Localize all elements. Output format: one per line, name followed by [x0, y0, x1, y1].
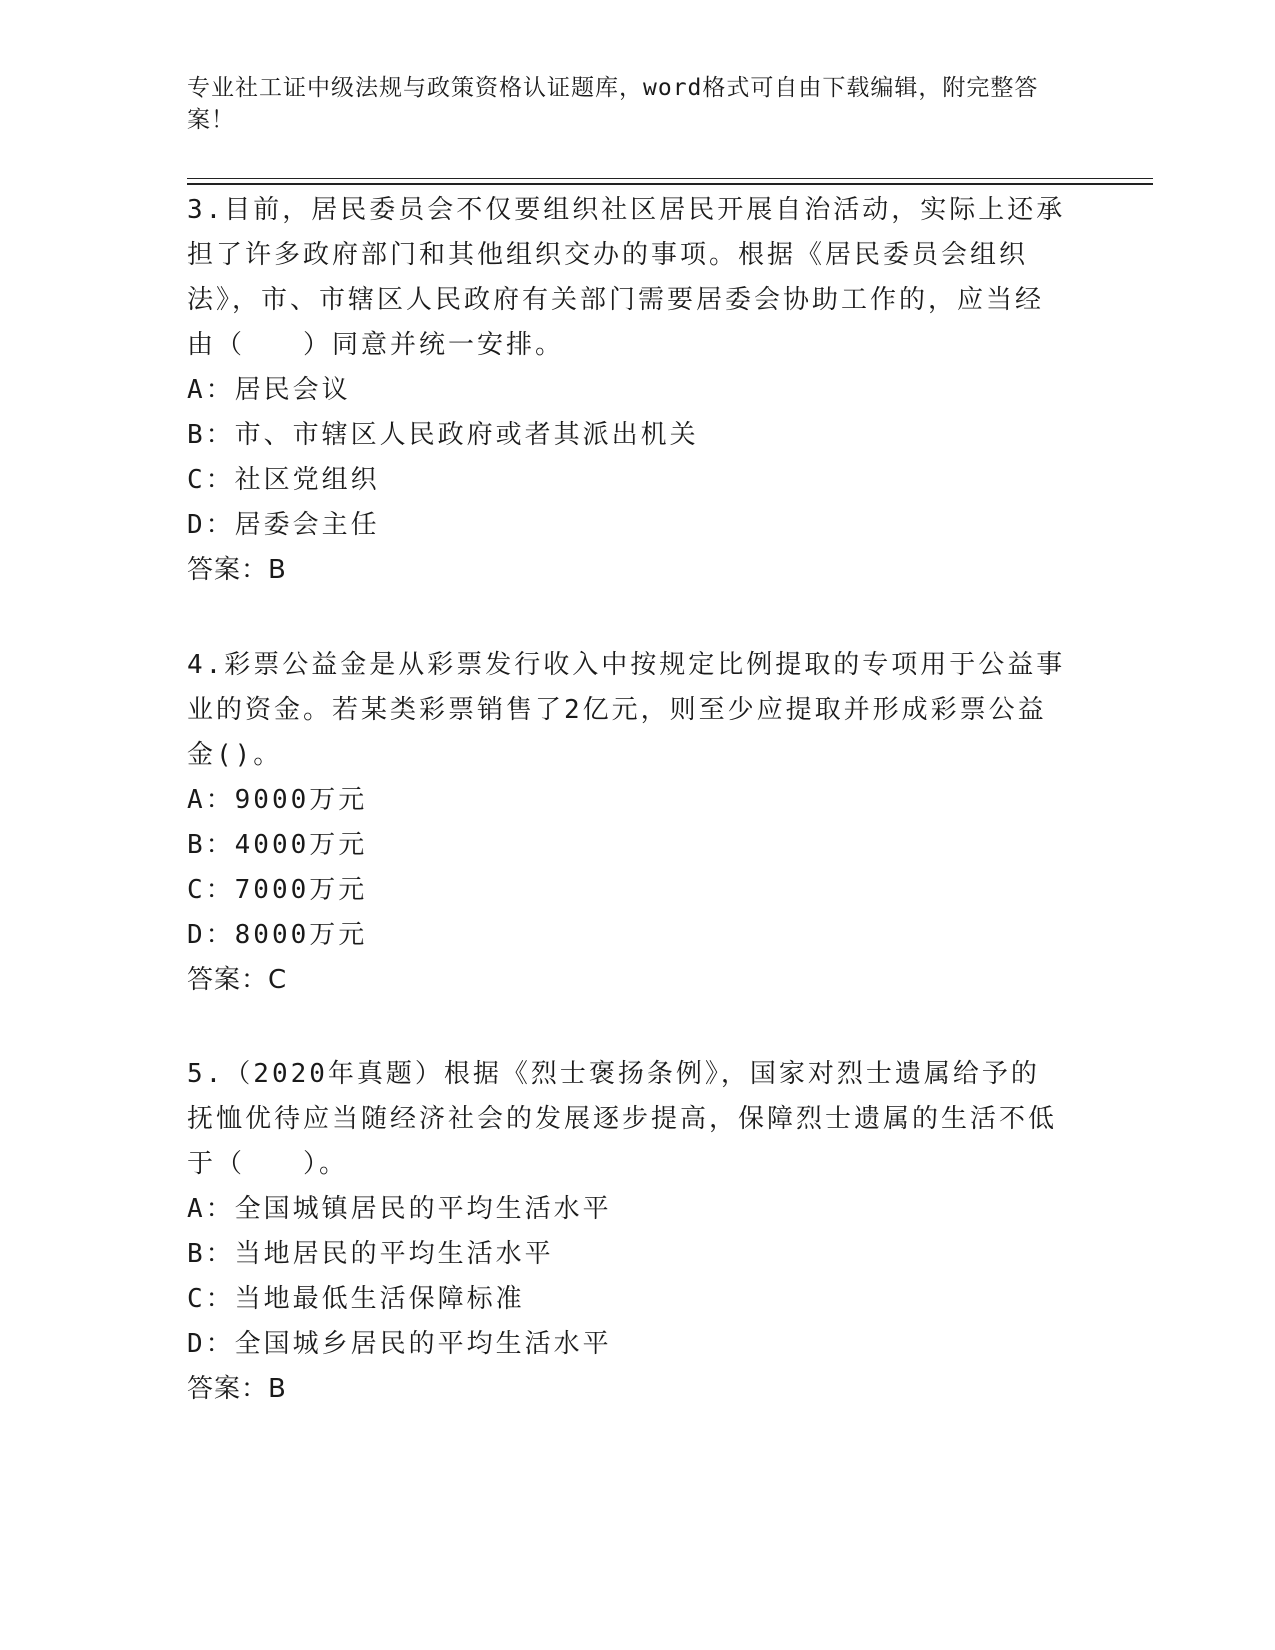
- header-divider-thin: [187, 178, 1153, 179]
- option-d: D：8000万元: [187, 920, 368, 950]
- question-stem: 3.目前，居民委员会不仅要组织社区居民开展自治活动，实际上还承担了许多政府部门和其他组织交办的事项。根据《居民委员会组织法》，市、市辖区人民政府有关部门需要居委会协助工作的，应当经由（ ）同意并统一安排。: [187, 195, 1066, 360]
- answer: 答案：B: [187, 1374, 287, 1404]
- option-d: D：居委会主任: [187, 510, 380, 540]
- option-c: C：7000万元: [187, 875, 368, 905]
- question-4: [187, 643, 1067, 1003]
- option-b: B：当地居民的平均生活水平: [187, 1239, 554, 1269]
- answer: 答案：B: [187, 555, 287, 585]
- question-3: [187, 188, 1067, 593]
- option-b: B：4000万元: [187, 830, 368, 860]
- option-a: A：居民会议: [187, 375, 351, 405]
- page-header: 专业社工证中级法规与政策资格认证题库，word格式可自由下载编辑，附完整答案！: [187, 75, 1039, 133]
- question-stem: 4.彩票公益金是从彩票发行收入中按规定比例提取的专项用于公益事业的资金。若某类彩票销售了2亿元，则至少应提取并形成彩票公益金()。: [187, 650, 1066, 770]
- header-divider-thick: [187, 183, 1153, 185]
- question-stem: 5.（2020年真题）根据《烈士褒扬条例》，国家对烈士遗属给予的抚恤优待应当随经济社会的发展逐步提高，保障烈士遗属的生活不低于（ ）。: [187, 1059, 1058, 1179]
- option-a: A：9000万元: [187, 785, 368, 815]
- option-c: C：社区党组织: [187, 465, 380, 495]
- option-a: A：全国城镇居民的平均生活水平: [187, 1194, 612, 1224]
- option-b: B：市、市辖区人民政府或者其派出机关: [187, 420, 699, 450]
- option-c: C：当地最低生活保障标准: [187, 1284, 525, 1314]
- answer: 答案：C: [187, 965, 288, 995]
- option-d: D：全国城乡居民的平均生活水平: [187, 1329, 612, 1359]
- question-5: [187, 1052, 1067, 1412]
